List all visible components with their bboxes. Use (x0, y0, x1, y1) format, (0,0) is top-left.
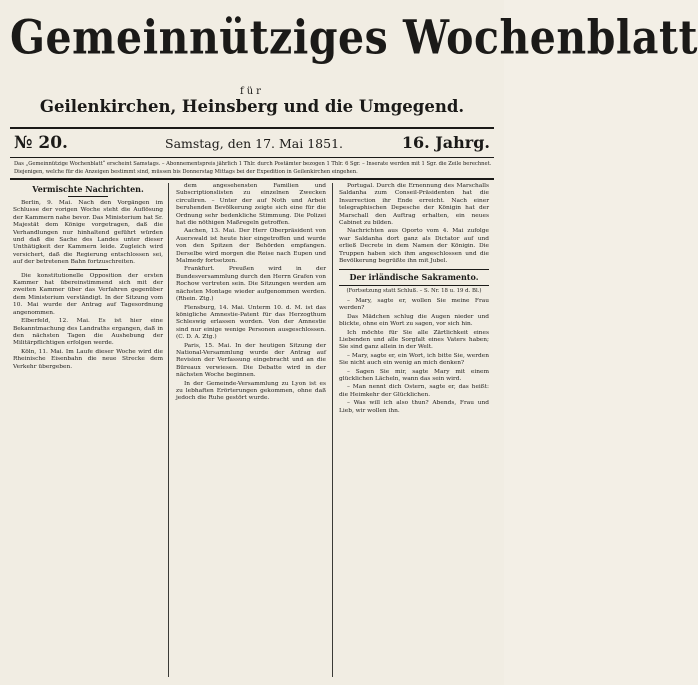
issue-date: Samstag, den 17. Mai 1851. (165, 136, 343, 151)
article-paragraph: Berlin, 9. Mai. Nach den Vorgängen im Schlusse der vorigen Woche steht die Auflösung der Kammern nahe bevor. Das Ministerium hat Sr. Majestät dem Könige vorgetragen, daß die Verhandlungen nur hinhaltend geführt würden und daß die Sache des Landes unter dieser Unthätigkeit der Kammern leide. Zugleich wird versichert, daß die Regierung entschlossen sei, auf der betretenen Bahn fortzuschreiten. (13, 200, 163, 266)
feuilleton-heading-box (339, 269, 489, 286)
issue-year: 16. Jahrg. (401, 133, 490, 152)
article-paragraph: Frankfurt. Preußen wird in der Bundesversammlung durch den Herrn Grafen von Rochow vertreten sein. Die Sitzungen werden am nächsten Montage wieder aufgenommen werden. (Rhein. Ztg.) (176, 266, 326, 303)
masthead-for: für (240, 86, 264, 97)
masthead-title: Gemeinnütziges Wochenblatt (10, 9, 698, 65)
feuilleton-subhead: (Fortsetzung statt Schluß. – S. Nr. 18 u. 19 d. Bl.) (346, 288, 482, 295)
article-rule (68, 269, 108, 270)
story-paragraph: – Sagen Sie mir, sagte Mary mit einem glücklichen Lächeln, wann das sein wird. (339, 368, 489, 382)
notice-rule (10, 178, 494, 180)
column-3 (339, 183, 489, 679)
column-2 (176, 183, 326, 679)
article-paragraph: Flensburg, 14. Mai. Unterm 10. d. M. ist das königliche Amnestie-Patent für das Herzogthum Schleswig erlassen worden. Von der Amnestie sind nur einige wenige Personen ausgeschlossen. (C. D. A. Ztg.) (176, 304, 326, 341)
issue-number: № 20. (14, 133, 68, 153)
heading-rule (68, 196, 108, 197)
article-paragraph: In der Gemeinde-Versammlung zu Lyon ist es zu lebhaften Erörterungen gekommen, ohne daß jedoch die Ruhe gestört wurde. (176, 380, 326, 402)
column-divider (168, 183, 169, 677)
article-paragraph: Köln, 11. Mai. Im Laufe dieser Woche wird die Rheinische Eisenbahn die neue Strecke dem Verkehr übergeben. (13, 348, 163, 370)
article-paragraph: Portugal. Durch die Ernennung des Marschalls Saldanha zum Conseil-Präsidenten hat die Insurrection ihr Ende erreicht. Nach einer telegraphischen Depesche der Königin hat der Marschall den Auftrag erhalten, ein neues Cabinet zu bilden. (339, 183, 489, 227)
masthead-subtitle: Geilenkirchen, Heinsberg und die Umgegend. (39, 97, 465, 116)
article-paragraph: Elberfeld, 12. Mai. Es ist hier eine Bekanntmachung des Landraths ergangen, daß in den nächsten Tagen die Aushebung der Militärpflichtigen erfolgen werde. (13, 318, 163, 347)
column-divider (332, 183, 333, 677)
section-heading: Vermischte Nachrichten. (32, 184, 144, 194)
story-paragraph: – Man nennt dich Ostern, sagte er, das heißt: die Heimkehr der Glücklichen. (339, 384, 489, 398)
column-1 (13, 183, 163, 679)
subscription-notice: Das „Gemeinnützige Wochenblatt“ erscheint Samstags. – Abonnementspreis jährlich 1 Thlr. durch Postämter bezogen 1 Thlr. 6 Sgr. – Inserate werden mit 1 Sgr. die Zeile berechnet. Diejenigen, welche für die Anzeigen bestimmt sind, müssen bis Donnerstag Mittags bei der Expedition in Geilenkirchen eingehen. (14, 161, 492, 176)
feuilleton-heading: Der irländische Sakramento. (349, 272, 479, 283)
issue-rule (10, 157, 494, 158)
story-paragraph: – Was will ich also thun? Abends, Frau und Lieb, wir wollen ihn. (339, 400, 489, 414)
article-paragraph: dem angesehensten Familien und Subscriptionslisten zu einzelnen Zwecken circuliren. – Unter der auf Noth und Arbeit beruhenden Bevölkerung zeigte sich eine für die Ordnung sehr bedenkliche Stimmung. Die Polizei hat die nöthigen Maßregeln getroffen. (176, 183, 326, 227)
story-paragraph: – Mary, sagte er, wollen Sie meine Frau werden? (339, 297, 489, 312)
article-paragraph: Die konstitutionelle Opposition der ersten Kammer hat übereinstimmend sich mit der zweiten Kammer über das Verfahren gegenüber dem Ministerium verständigt. In der Sitzung vom 10. Mai wurde der Antrag auf Tagesordnung angenommen. (13, 272, 163, 316)
story-paragraph: Das Mädchen schlug die Augen nieder und blickte, ohne ein Wort zu sagen, vor sich hin. (339, 313, 489, 328)
story-paragraph: – Mary, sagte er, ein Wort, ich bitte Sie, werden Sie nicht auch ein wenig an mich denken? (339, 352, 489, 367)
article-paragraph: Aachen, 13. Mai. Der Herr Oberpräsident von Auerswald ist heute hier eingetroffen und wurde von den Spitzen der Behörden empfangen. Derselbe wird morgen die Reise nach Eupen und Malmedy fortsetzen. (176, 228, 326, 265)
article-paragraph: Nachrichten aus Oporto vom 4. Mai zufolge war Saldanha dort ganz als Dictator auf und erließ Decrete in dem Namen der Königin. Die Truppen haben sich ihm angeschlossen und die Bevölkerung begrüßte ihn mit Jubel. (339, 228, 489, 265)
issue-bar (14, 133, 490, 155)
article-paragraph: Paris, 15. Mai. In der heutigen Sitzung der National-Versammlung wurde der Antrag auf Revision der Verfassung eingebracht und an die Büreaux verwiesen. Die Debatte wird in der nächsten Woche beginnen. (176, 342, 326, 379)
top-rule (10, 127, 494, 129)
story-paragraph: Ich möchte für Sie alle Zärtlichkeit eines Liebenden und alle Sorgfalt eines Vaters haben; Sie sind ganz allein in der Welt. (339, 329, 489, 351)
